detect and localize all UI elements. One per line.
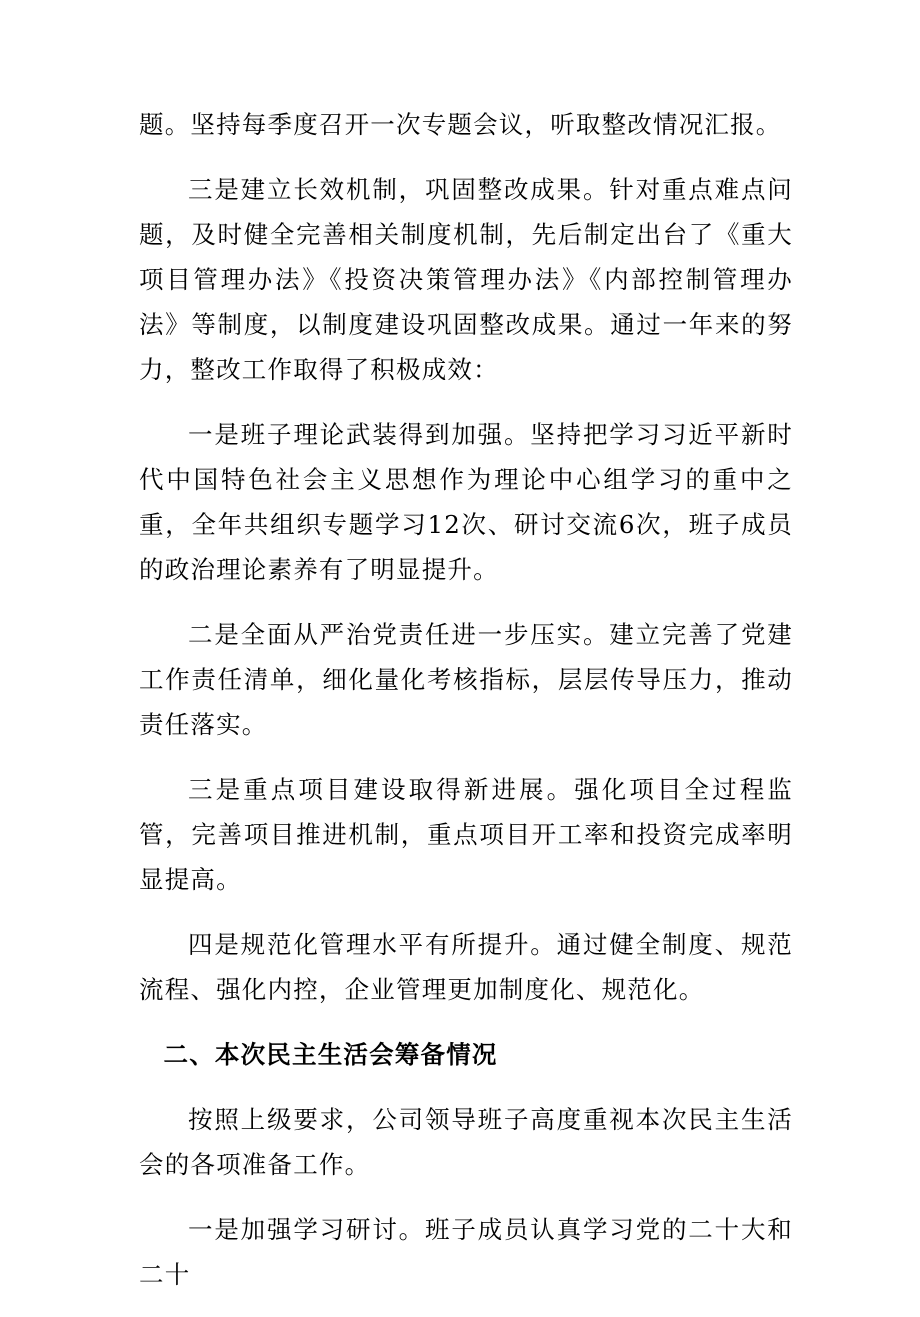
paragraph-key-projects: 三是重点项目建设取得新进展。强化项目全过程监管，完善项目推进机制，重点项目开工率和投资完成率明显提高。 (139, 775, 793, 894)
paragraph-preparation-intro: 按照上级要求，公司领导班子高度重视本次民主生活会的各项准备工作。 (139, 1105, 793, 1179)
paragraph-theory-study: 一是班子理论武装得到加强。坚持把学习习近平新时代中国特色社会主义思想作为理论中心组学习的重中之重，全年共组织专题学习12次、研讨交流6次，班子成员的政治理论素养有了明显提升。 (139, 420, 793, 584)
paragraph-standardized-management: 四是规范化管理水平有所提升。通过健全制度、规范流程、强化内控，企业管理更加制度化、规范化。 (139, 930, 793, 1004)
paragraph-long-term-mechanism: 三是建立长效机制，巩固整改成果。针对重点难点问题，及时健全完善相关制度机制，先后制定出台了《重大项目管理办法》《投资决策管理办法》《内部控制管理办法》等制度，以制度建设巩固整改成果。通过一年来的努力，整改工作取得了积极成效： (139, 175, 793, 384)
document-body (139, 102, 793, 1317)
paragraph-continuation: 题。坚持每季度召开一次专题会议，听取整改情况汇报。 (139, 110, 782, 139)
section-heading: 二、本次民主生活会筹备情况 (163, 1040, 498, 1069)
paragraph-party-responsibility: 二是全面从严治党责任进一步压实。建立完善了党建工作责任清单，细化量化考核指标，层层传导压力，推动责任落实。 (139, 620, 793, 739)
paragraph-study-discussion: 一是加强学习研讨。班子成员认真学习党的二十大和二十 (139, 1215, 793, 1289)
